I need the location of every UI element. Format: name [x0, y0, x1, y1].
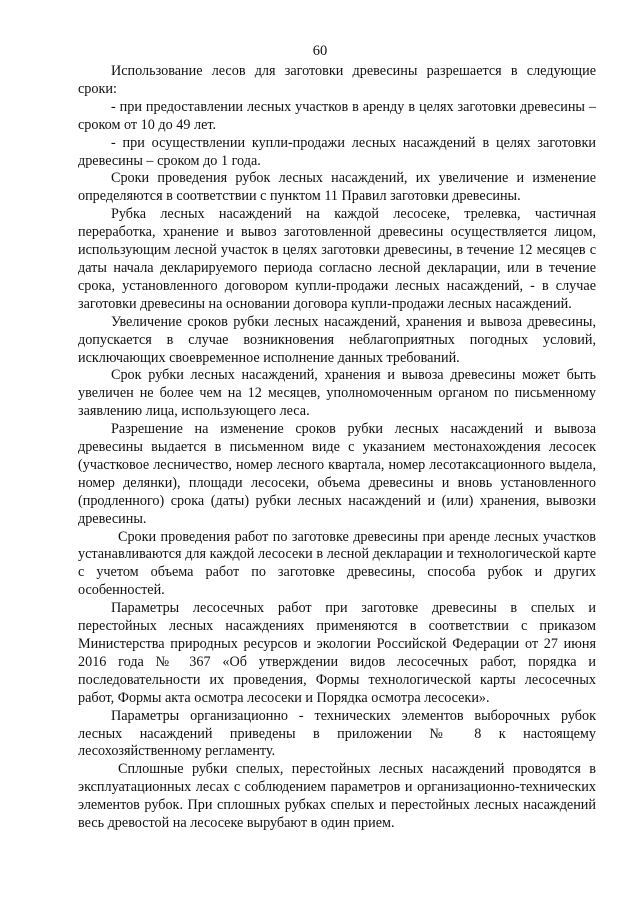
paragraph-selective-felling: Параметры организационно - технических элементов выборочных рубок лесных насаждений приведены в приложении № 8 к настоящему лесохозяйственному регламенту. [78, 707, 596, 760]
paragraph-lease-term: - при предоставлении лесных участков в аренду в целях заготовки древесины – сроком от 10 до 49 лет. [78, 98, 596, 133]
page-number: 60 [312, 43, 328, 59]
paragraph-sale-term: - при осуществлении купли-продажи лесных насаждений в целях заготовки древесины – сроком до 1 года. [78, 134, 596, 169]
paragraph-permit-details: Разрешение на изменение сроков рубки лесных насаждений и вывоза древесины выдается в письменном виде с указанием местонахождения лесосек (участковое лесничество, номер лесного квартала, номер лесотаксационного выдела, номер делянки), площади лесосеки, объема древесины и вновь установленного (продленного) срока (даты) рубки лесных насаждений и (или) хранения, вывозки древесины. [78, 421, 596, 527]
paragraph-extension-limit: Срок рубки лесных насаждений, хранения и вывоза древесины может быть увеличен не более чем на 12 месяцев, уполномоченным органом по письменному заявлению лица, использующего леса. [78, 367, 596, 420]
paragraph-lease-work-schedule: Сроки проведения работ по заготовке древесины при аренде лесных участков устанавливаются для каждой лесосеки в лесной декларации и технологической карте с учетом объема работ по заготовке древесины, способа рубок и других особенностей. [78, 528, 596, 599]
document-body [78, 63, 596, 833]
paragraph-clear-felling: Сплошные рубки спелых, перестойных лесных насаждений проводятся в эксплуатационных лесах с соблюдением параметров и организационно-технических элементов рубок. При сплошных рубках спелых и перестойных лесных насаждений весь древостой на лесосеке вырубают в один прием. [78, 761, 596, 832]
paragraph-extension-conditions: Увеличение сроков рубки лесных насаждений, хранения и вывоза древесины, допускается в случае возникновения неблагоприятных погодных условий, исключающих своевременное исполнение данных требований. [78, 313, 596, 366]
paragraph-usage-terms: Использование лесов для заготовки древесины разрешается в следующие сроки: [78, 63, 596, 97]
paragraph-felling-schedule: Сроки проведения рубок лесных насаждений, их увеличение и изменение определяются в соответствии с пунктом 11 Правил заготовки древесины. [78, 170, 596, 205]
paragraph-logging-parameters: Параметры лесосечных работ при заготовке древесины в спелых и перестойных лесных насаждениях применяются в соответствии с приказом Министерства природных ресурсов и экологии Российской Федерации от 27 июня 2016 года № 367 «Об утверждении видов лесосечных работ, порядка и последовательности их проведения, Формы технологической карты лесосечных работ, Формы акта осмотра лесосеки и Порядка осмотра лесосеки». [78, 600, 596, 706]
paragraph-felling-period: Рубка лесных насаждений на каждой лесосеке, трелевка, частичная переработка, хранение и вывоз заготовленной древесины осуществляется лицом, использующим лесной участок в целях заготовки древесины, в течение 12 месяцев с даты начала декларируемого периода согласно лесной декларации, или в течение срока, установленного договором купли-продажи лесных насаждений, - в случае заготовки древесины на основании договора купли-продажи лесных насаждений. [78, 206, 596, 312]
